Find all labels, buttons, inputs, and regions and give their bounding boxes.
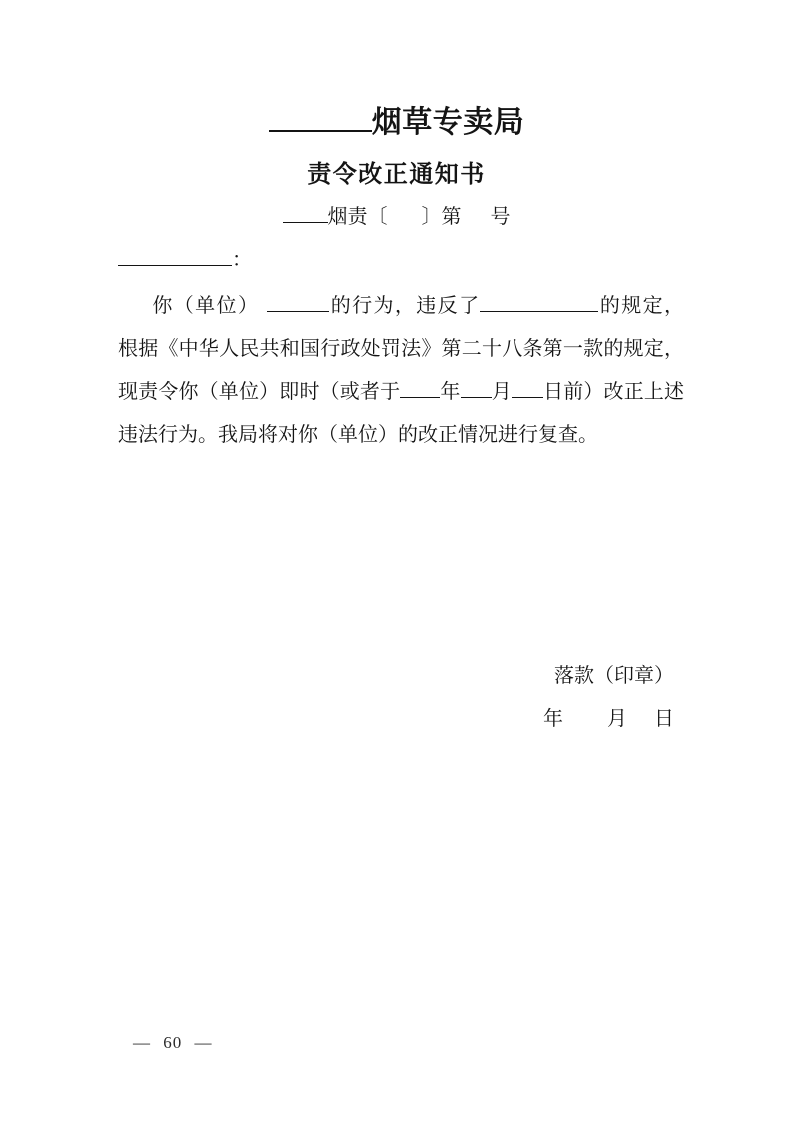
- text-run: 的规定，: [598, 295, 685, 317]
- body-line-2: [118, 328, 684, 371]
- blank-line: [269, 102, 372, 133]
- page-number: — 60 —: [133, 1033, 213, 1052]
- body-line-3: [118, 371, 684, 414]
- body-line-1: [118, 285, 684, 328]
- spacer: [388, 222, 422, 223]
- text-run: 年: [543, 708, 563, 730]
- text-run: 月: [607, 708, 627, 730]
- salutation-line: [118, 243, 252, 277]
- blank-line: [118, 245, 232, 266]
- blank-line: [267, 291, 329, 312]
- text-run: 的行为，违反了: [329, 295, 481, 317]
- text-run: 根据《中华人民共和国行政处罚法》第二十八条第一款的规定，: [118, 338, 684, 360]
- spacer: [627, 724, 654, 725]
- text-run: 年: [440, 381, 461, 403]
- spacer: [563, 724, 607, 725]
- text-run: 月: [491, 381, 512, 403]
- text-run: ：: [232, 249, 252, 271]
- blank-line: [512, 377, 543, 398]
- signature-date-line: [543, 698, 674, 741]
- text-run: 〕第: [421, 206, 462, 228]
- signature-seal-label: 落款（印章）: [554, 665, 674, 687]
- text-run: 日前）改正上述: [542, 381, 685, 403]
- document-title: [0, 100, 793, 146]
- text-run: 现责令你（单位）即时（或者于: [118, 381, 401, 403]
- blank-line: [480, 291, 598, 312]
- text-run: 号: [490, 206, 511, 228]
- spacer: [259, 311, 267, 312]
- doc-number-line: [0, 199, 793, 235]
- text-run: 你（单位）: [151, 295, 260, 317]
- text-run: 违法行为。我局将对你（单位）的改正情况进行复查。: [118, 424, 598, 446]
- blank-line: [283, 202, 328, 223]
- spacer: [118, 311, 151, 312]
- blank-line: [400, 377, 440, 398]
- body-line-4: [118, 414, 684, 457]
- text-run: 日: [654, 708, 674, 730]
- blank-line: [461, 377, 492, 398]
- text-run: 烟责〔: [327, 206, 388, 228]
- signature-block: [543, 655, 674, 741]
- spacer: [462, 222, 491, 223]
- body-paragraph: [118, 285, 684, 457]
- document-subtitle: 责令改正通知书: [307, 161, 486, 188]
- text-run: 烟草专卖局: [371, 106, 525, 139]
